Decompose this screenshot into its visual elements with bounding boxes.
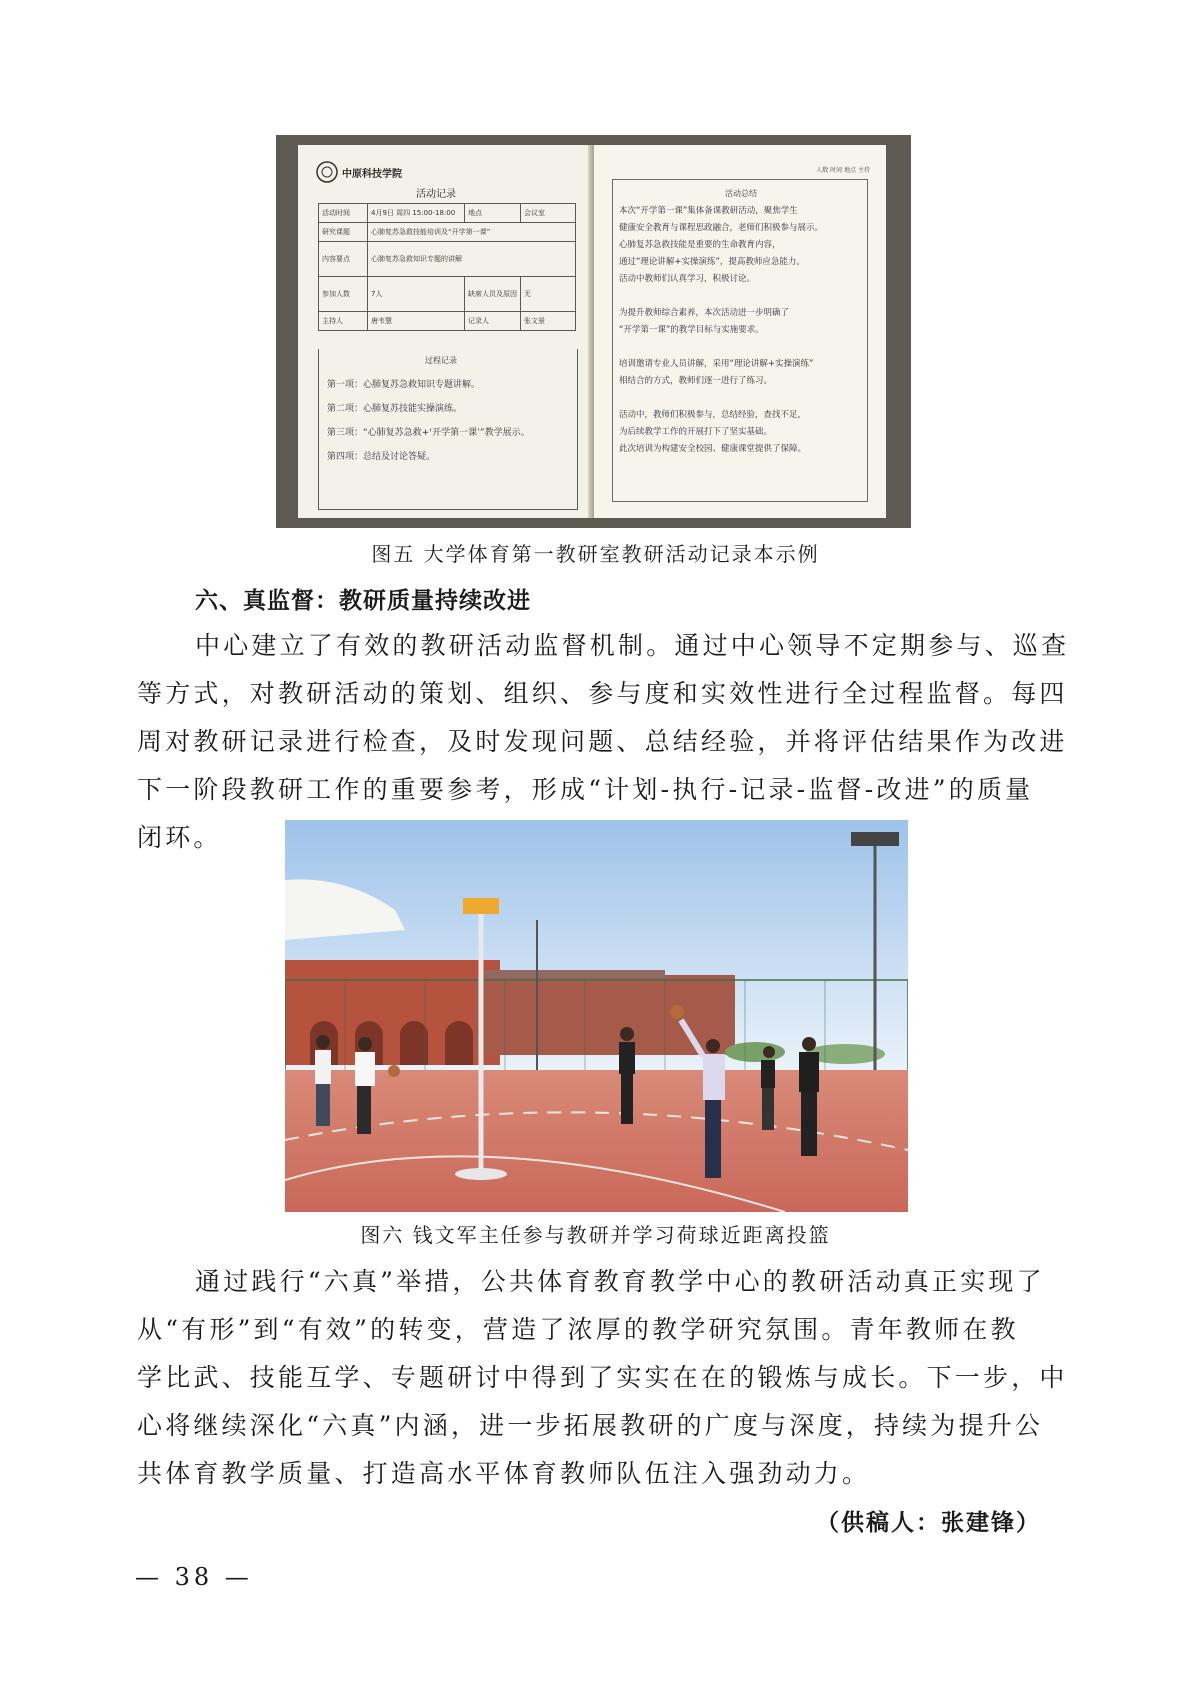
form-value: 7人: [368, 277, 465, 312]
figure-6-korfball-photo: [285, 820, 908, 1212]
conclusion-line: 从“有形”到“有效”的转变，营造了浓厚的教学研究氛围。青年教师在教: [137, 1315, 1019, 1344]
conclusion-line: 通过践行“六真”举措，公共体育教育教学中心的教研活动真正实现了: [195, 1267, 1045, 1296]
activity-record-form: [318, 203, 576, 331]
process-line: 第二项：心肺复苏技能实操演练。: [327, 404, 463, 414]
process-record-box: [318, 349, 578, 510]
form-value: 心肺复苏急救知识专题的讲解: [368, 242, 576, 277]
notebook-right-page: [594, 145, 886, 518]
summary-line: 培训邀请专业人员讲解，采用“理论讲解+实操演练”: [619, 359, 814, 369]
summary-line: 为提升教师综合素养，本次活动进一步明确了: [619, 308, 790, 318]
process-record-title: 过程记录: [425, 356, 457, 365]
notebook-right-header: 人数 时间 地点 主持: [816, 167, 870, 174]
form-label: 内容要点: [319, 242, 368, 277]
summary-box: [612, 179, 868, 502]
school-seal-icon: [316, 161, 338, 183]
form-value: 无: [521, 277, 576, 312]
form-label: 参加人数: [319, 277, 368, 312]
section-6-line: 等方式，对教研活动的策划、组织、参与度和实效性进行全过程监督。每四: [137, 679, 1068, 708]
korf-basket: [463, 898, 499, 914]
figure-5-caption: 图五 大学体育第一教研室教研活动记录本示例: [371, 542, 820, 566]
process-line: 第三项：“心肺复苏急救+‘开学第一课’”教学展示。: [327, 428, 530, 438]
figure-6-caption: 图六 钱文军主任参与教研并学习荷球近距离投篮: [360, 1223, 831, 1247]
summary-line: 活动中教师们认真学习，积极讨论。: [619, 274, 756, 284]
summary-line: 心肺复苏急救技能是重要的生命教育内容，: [619, 240, 781, 250]
form-value: 会议室: [521, 204, 576, 223]
process-line: 第一项：心肺复苏急救知识专题讲解。: [327, 380, 481, 390]
school-name: 中原科技学院: [342, 169, 402, 180]
conclusion-line: 共体育教学质量、打造高水平体育教师队伍注入强劲动力。: [137, 1459, 871, 1488]
conclusion-line: 心将继续深化“六真”内涵，进一步拓展教研的广度与深度，持续为提升公: [137, 1411, 1044, 1440]
summary-line: 此次培训为构建安全校园、健康课堂提供了保障。: [619, 444, 807, 454]
form-value: 心肺复苏急救技能培训及“开学第一课”: [368, 223, 576, 242]
notebook-left-page: [298, 145, 594, 518]
form-label: 缺席人员及原因: [465, 277, 521, 312]
section-6-heading: 六、真监督：教研质量持续改进: [195, 588, 531, 614]
form-label: 记录人: [465, 312, 521, 331]
summary-line: 活动中，教师们积极参与，总结经验，查找不足，: [619, 410, 807, 420]
korfball-court-scene: [285, 820, 908, 1212]
summary-line: “开学第一课”的教学目标与实施要求。: [619, 325, 764, 335]
section-6-line: 闭环。: [137, 823, 222, 852]
section-6-line: 下一阶段教研工作的重要参考，形成“计划-执行-记录-监督-改进”的质量: [137, 775, 1034, 804]
form-value: 张文景: [521, 312, 576, 331]
summary-line: 通过“理论讲解+实操演练”，提高教师应急能力。: [619, 257, 805, 267]
summary-line: 本次“开学第一课”集体备课教研活动，聚焦学生: [619, 206, 798, 216]
form-label: 地点: [465, 204, 521, 223]
form-value: 4月9日 周四 15:00-18:00: [368, 204, 465, 223]
process-line: 第四项：总结及讨论答疑。: [327, 452, 436, 462]
page-number: — 38 —: [135, 1563, 253, 1591]
summary-line: 健康安全教育与课程思政融合，老师们积极参与展示。: [619, 223, 824, 233]
conclusion-line: 学比武、技能互学、专题研讨中得到了实实在在的锻炼与成长。下一步，中: [137, 1363, 1068, 1392]
section-6-line: 周对教研记录进行检查，及时发现问题、总结经验，并将评估结果作为改进: [137, 727, 1068, 756]
contributor-credit: （供稿人：张建锋）: [816, 1510, 1041, 1536]
form-label: 活动时间: [319, 204, 368, 223]
section-6-line: 中心建立了有效的教研活动监督机制。通过中心领导不定期参与、巡查: [195, 631, 1070, 660]
form-value: 唐韦慧: [368, 312, 465, 331]
notebook-left-title: 活动记录: [416, 189, 456, 200]
summary-line: 相结合的方式，教师们逐一进行了练习。: [619, 376, 773, 386]
summary-line: 为后续教学工作的开展打下了坚实基础。: [619, 427, 773, 437]
summary-title: 活动总结: [725, 189, 757, 198]
form-label: 研究课题: [319, 223, 368, 242]
form-label: 主持人: [319, 312, 368, 331]
figure-5-notebook-photo: [276, 135, 911, 528]
